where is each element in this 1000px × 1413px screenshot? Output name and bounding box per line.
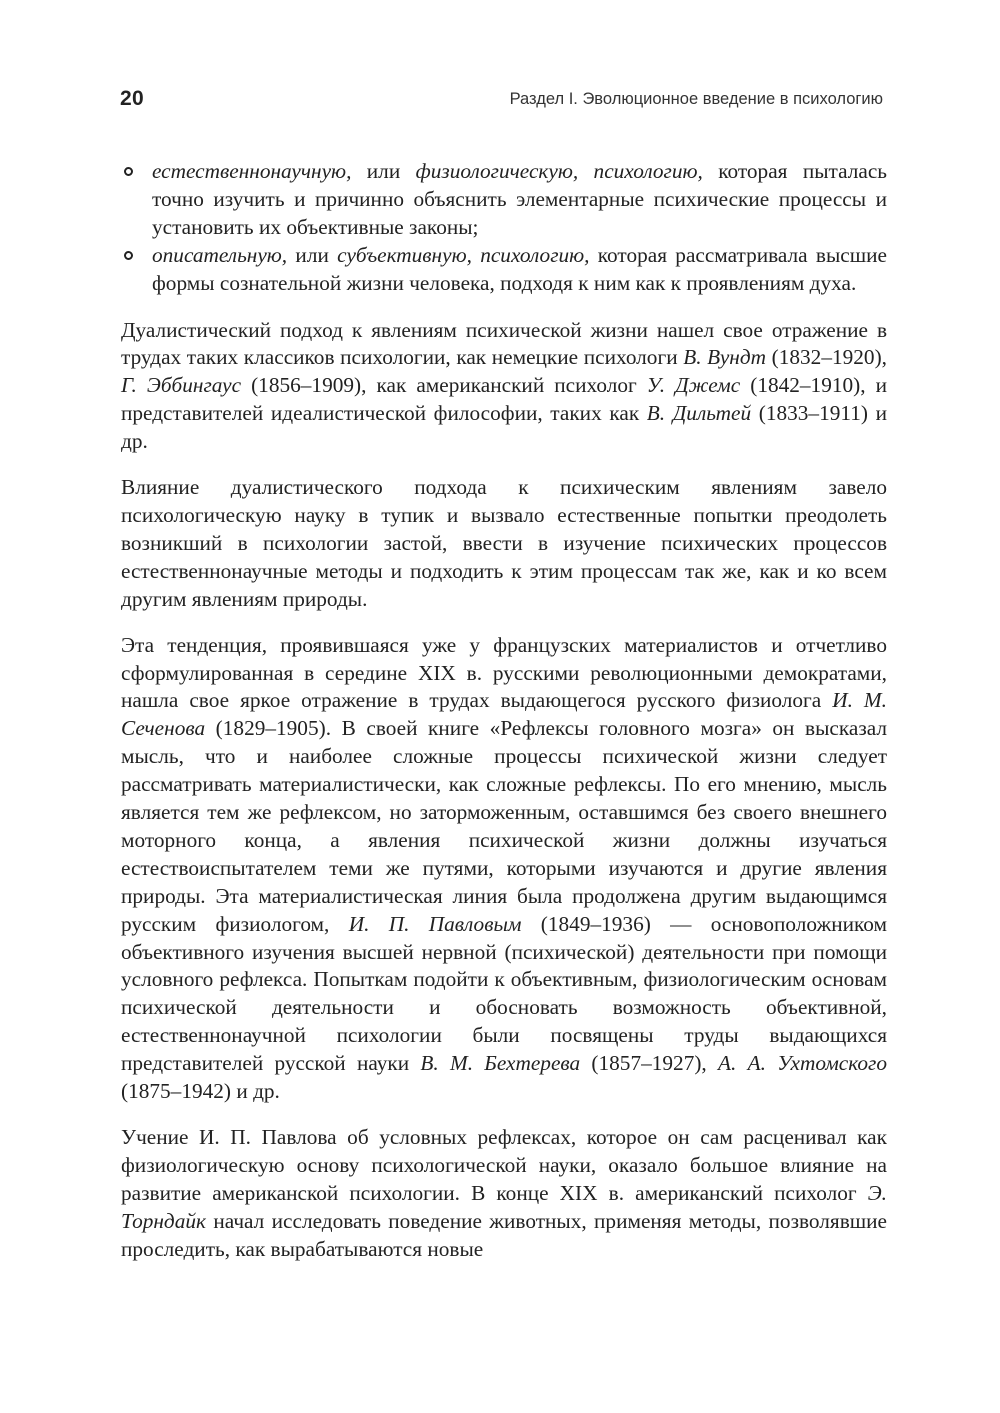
text-run: Учение И. П. Павлова об условных рефлексах, которое он сам расценивал как физиологическую основу психологической науки, оказало большое влияние на развитие американской психологии. В конце XIX в. американский психолог xyxy=(121,1125,887,1205)
text-run: Дуалистический подход к явлениям психической жизни нашел свое отражение в трудах таких классиков психологии, как немецкие психологи xyxy=(121,317,887,370)
list-item-text: которая пыталась точно изучить и причинно объяснить элементарные психические процессы и установить их объективные законы; xyxy=(152,159,888,239)
circle-bullet-icon xyxy=(124,251,133,260)
person-name: В. Дильтей xyxy=(646,401,752,426)
paragraph-dualism xyxy=(121,317,887,457)
text-run: (1833–1911) и др. xyxy=(121,401,887,454)
person-name: А. А. Ухтомского xyxy=(718,1051,887,1076)
person-name: И. П. Павловым xyxy=(348,911,522,936)
bullet-list xyxy=(121,158,887,298)
person-name: В. Вундт xyxy=(683,345,767,370)
text-run: начал исследовать поведение животных, применяя методы, позволявшие проследить, как вырабатываются новые xyxy=(121,1208,887,1261)
text-run: (1829–1905). В своей книге «Рефлексы головного мозга» он высказал мысль, что и наиболее сложные процессы психической жизни следует рассматривать материалистически, как сложные рефлексы. По его мнению, мысль является тем же рефлексом, но заторможенным, оставшимся без своего внешнего моторного конца, а явления психической жизни должны изучаться естествоиспытателем теми же путями, которыми изучаются и другие явления природы. Эта материалистическая линия была продолжена другим выдающимся русским физиологом, xyxy=(121,716,887,936)
emphasized-term: физиологическую, психологию, xyxy=(415,159,703,183)
text-run: (1875–1942) и др. xyxy=(121,1079,280,1104)
paragraph-pavlov-influence xyxy=(121,1124,887,1264)
person-name: Э. Торндайк xyxy=(121,1180,887,1233)
emphasized-term: описательную, xyxy=(152,242,288,267)
paragraph-influence: Влияние дуалистического подхода к психическим явлениям завело психологическую науку в тупик и вызвало естественные попытки преодолеть возникший в психологии застой, ввести в изучение психических процессов естественнонаучные методы и подходить к этим процессам так же, как и ко всем другим явлениям природы. xyxy=(121,475,887,611)
text-run: (1849–1936) — основоположником объективного изучения высшей нервной (психической) деятельности при помощи условного рефлекса. Попыткам подойти к объективным, физиологическим основам психической деятельности и обосновать возможность объективной, естественнонаучной психологии были посвящены труды выдающихся представителей русской науки xyxy=(121,911,887,1076)
text-run: (1856–1909), как американский психолог xyxy=(241,373,647,398)
paragraph-sechenov xyxy=(121,632,887,1106)
person-name: И. М. Сеченова xyxy=(121,688,888,741)
running-head: Раздел I. Эволюционное введение в психологию xyxy=(509,89,883,108)
list-item xyxy=(121,242,887,298)
text-run: (1842–1910), и представителей идеалистической философии, таких как xyxy=(121,373,888,426)
conjunction: или xyxy=(351,159,416,183)
page-number: 20 xyxy=(120,87,144,110)
list-item xyxy=(121,158,887,242)
conjunction: или xyxy=(287,242,338,267)
person-name: Г. Эббингаус xyxy=(121,373,242,398)
emphasized-term: субъективную, психологию, xyxy=(337,242,590,267)
page-header xyxy=(120,82,883,116)
page-body xyxy=(121,158,887,1264)
text-run: Эта тенденция, проявившаяся уже у французских материалистов и отчетливо сформулированная в середине XIX в. русскими революционными демократами, нашла свое яркое отражение в трудах выдающегося русского физиолога xyxy=(121,632,887,713)
person-name: В. М. Бехтерева xyxy=(420,1051,581,1076)
emphasized-term: естественнонаучную, xyxy=(152,159,352,183)
text-run: (1857–1927), xyxy=(580,1051,719,1076)
list-item-text: которая рассматривала высшие формы сознательной жизни человека, подходя к ним как к проявлениям духа. xyxy=(152,242,887,295)
circle-bullet-icon xyxy=(124,167,133,176)
person-name: У. Джемс xyxy=(646,373,741,398)
text-run: (1832–1920), xyxy=(766,345,887,370)
